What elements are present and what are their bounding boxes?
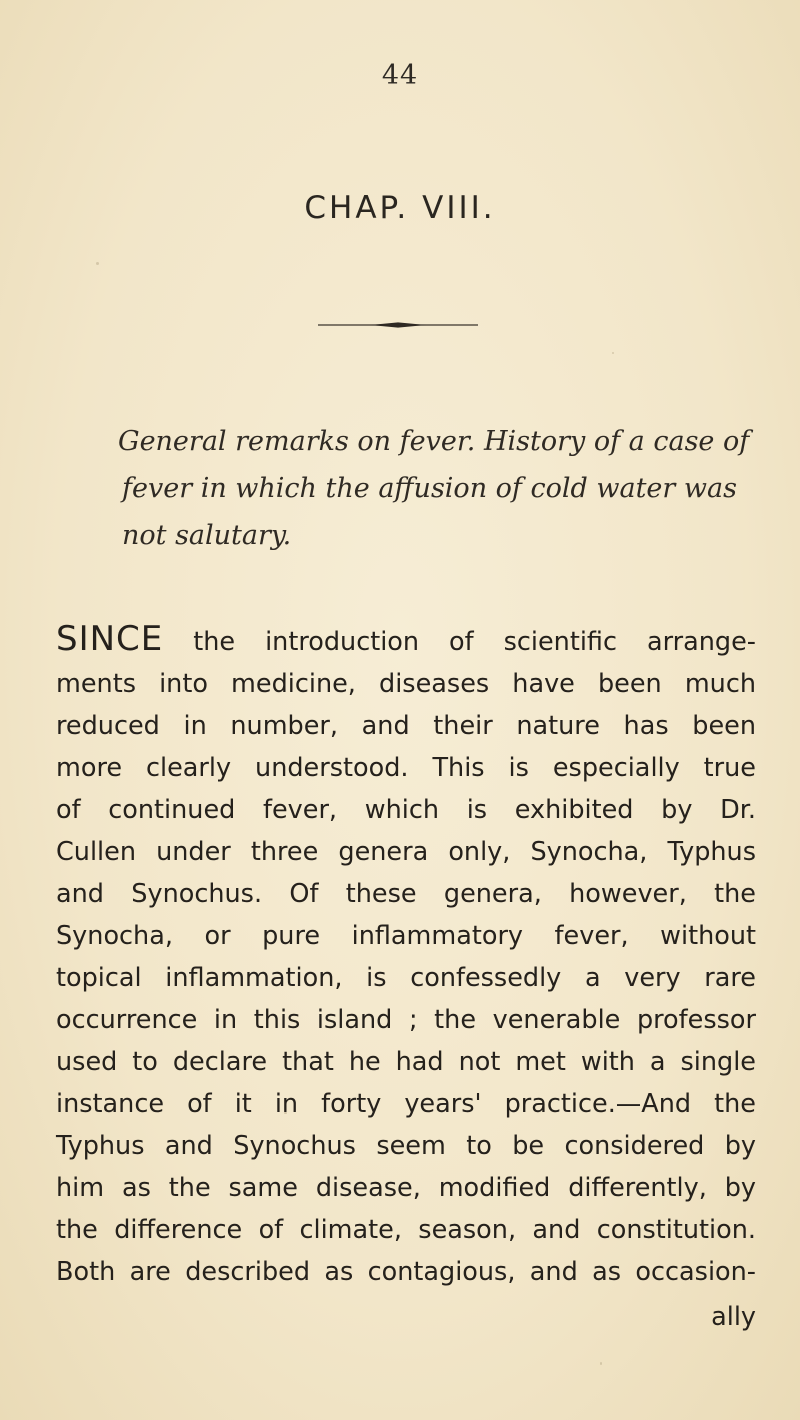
body-line: of continued fever, which is exhibited by Dr. bbox=[56, 795, 756, 825]
chapter-summary bbox=[118, 418, 758, 559]
body-line: used to declare that he had not met with a single bbox=[56, 1047, 756, 1077]
body-line: and Synochus. Of these genera, however, the bbox=[56, 879, 756, 909]
opening-word: SINCE bbox=[56, 619, 164, 659]
body-line: occurrence in this island ; the venerable professor bbox=[56, 1005, 756, 1035]
body-line: him as the same disease, modified differently, by bbox=[56, 1173, 756, 1203]
body-line-first bbox=[56, 618, 756, 663]
paper-speck bbox=[600, 1362, 602, 1365]
body-line: reduced in number, and their nature has been bbox=[56, 711, 756, 741]
body-line: Typhus and Synochus seem to be considered by bbox=[56, 1131, 756, 1161]
summary-line: fever in which the affusion of cold water was bbox=[122, 473, 737, 504]
summary-line: General remarks on fever. History of a case of bbox=[118, 426, 750, 457]
paper-speck bbox=[96, 262, 99, 265]
body-line: more clearly understood. This is especially true bbox=[56, 753, 756, 783]
chapter-title: CHAP. VIII. bbox=[304, 190, 496, 226]
body-line: Synocha, or pure inflammatory fever, without bbox=[56, 921, 756, 951]
paper-speck bbox=[612, 352, 614, 354]
body-line: ments into medicine, diseases have been much bbox=[56, 669, 756, 699]
body-line: instance of it in forty years' practice.—And the bbox=[56, 1089, 756, 1119]
summary-line: not salutary. bbox=[122, 520, 292, 551]
body-line-text: the introduction of scientific arrange- bbox=[163, 627, 756, 657]
body-line: topical inflammation, is confessedly a very rare bbox=[56, 963, 756, 993]
body-line: the difference of climate, season, and constitution. bbox=[56, 1215, 756, 1245]
body-paragraph bbox=[56, 618, 756, 1293]
catchword: ally bbox=[711, 1302, 756, 1332]
body-line: Cullen under three genera only, Synocha, Typhus bbox=[56, 837, 756, 867]
ornamental-rule bbox=[318, 322, 478, 328]
body-line: Both are described as contagious, and as occasion- bbox=[56, 1257, 756, 1287]
page-number: 44 bbox=[381, 60, 419, 91]
